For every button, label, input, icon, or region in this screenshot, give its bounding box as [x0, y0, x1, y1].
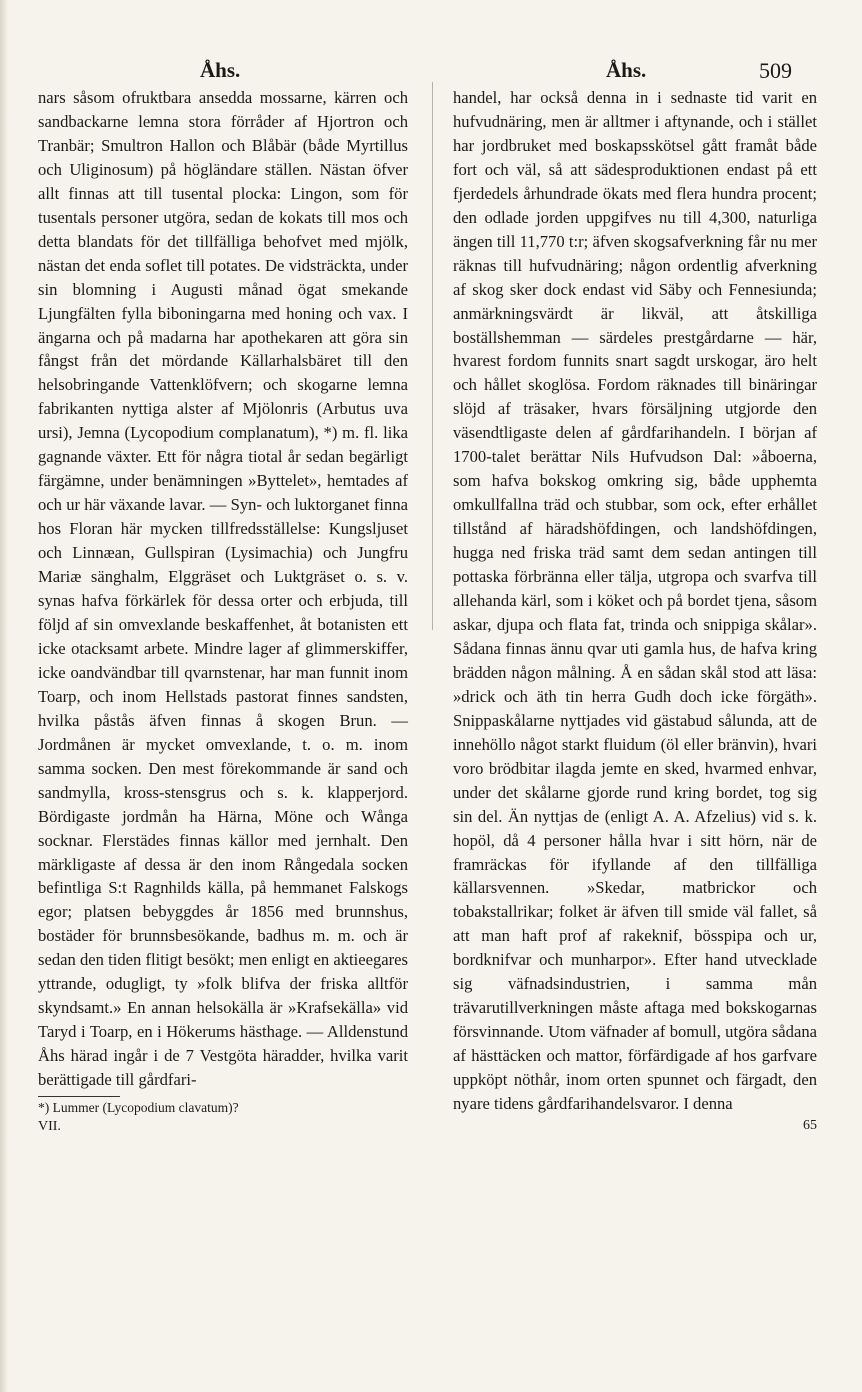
right-column-text: handel, har också denna in i sednaste tid varit en hufvudnäring, men är alltmer i aftynande, och i stället har jordbruket med boskapsskötsel gått framåt både fort och väl, så att sädesproduktionen endast på ett fjerdedels århundrade ökats med flera hundra procent; den odlade jorden uppgifves nu till 4,300, naturliga ängen till 11,770 t:r; äfven skogsafverkning får nu mer räknas till hufvudnäring; någon ordentlig afverkning af skog sker dock endast vid Säby och Fennesiunda; anmärkningsvärdt är likväl, att åtskilliga boställshemman — särdeles prestgårdarne — här, hvarest fordom funnits snart sagdt urskogar, äro helt och hållet skoglösa. Fordom räknades till binäringar slöjd af träsaker, hvars försäljning utgjorde den väsendtligaste delen af gårdfarihandeln. I början af 1700-talet berättar Nils Hufvudson Dal: »åboerna, som hafva bokskog omkring sig, både upphemta omkullfallna träd och stubbar, som ock, efter erhållet tillstånd af häradshöfdingen, och landshöfdingen, hugga ned friska träd samt dem sedan antingen till pottaska förbränna eller tälja, utgropa och svarfva till allehanda kärl, som i köket och på bordet tjena, såsom askar, djupa och flata fat, trinda och snippiga skålar». Sådana finnas ännu qvar uti gamla hus, de hafva kring brädden någon målning. Å en sådan skål stod att läsa: »drick och äth tin herra Gudh doch icke förgäth». Snippaskålarne nyttjades vid gästabud sålunda, att de innehöllo något starkt fluidum (öl eller bränvin), hvari voro brödbitar ilagda jemte en sked, hvarmed enhvar, under det skålarne gjorde rund kring bordet, tog sig sin del. Än nyttjas de (enligt A. A. Afzelius) vid s. k. hopöl, då 4 personer hålla hvar i sitt hörn, när de framräckas för ifyllande af den tillfälliga källarsvennen. »Skedar, matbrickor och tobakstallrikar; folket är äfven till smide väl fallet, så att man haft prof af rakeknif, bösspipa och ur, bordknifvar och munharpor». Efter hand utvecklade sig väfnadsindustrien, i samma mån trävarutillverkningen måste aftaga med bokskogarnas försvinnande. Utom väfnader af bomull, utgöra sådana af hästtäcken och mattor, förfärdigade af hos garfvare uppköpt nöthår, inom orten spunnet och färgadt, den nyare tidens gårdfarihandelsvaror. I denna	[453, 88, 817, 1114]
page-binding-shadow	[0, 0, 8, 1392]
running-header	[0, 58, 862, 88]
footnote: *) Lummer (Lycopodium clavatum)?	[38, 1100, 239, 1116]
signature-mark-right: 65	[803, 1117, 817, 1133]
header-left-title: Åhs.	[200, 58, 241, 82]
header-center-title: Åhs.	[606, 58, 647, 82]
footnote-rule	[38, 1096, 120, 1097]
column-divider	[432, 82, 433, 630]
page-number: 509	[759, 58, 792, 83]
right-column	[453, 86, 817, 1136]
left-column	[38, 86, 408, 1137]
left-column-text: nars såsom ofruktbara ansedda mossarne, kärren och sandbackarne lemna stora förråder af Hjortron och Tranbär; Smultron Hallon och Blåbär (både Myrtillus och Uliginosum) på högländare ställen. Nästan öfver allt finnas att till tusental plocka: Lingon, som för tusentals personer utgöra, sedan de kokats till mos och detta blandats för det tillfälliga behofvet med mjölk, nästan det enda soflet till potates. De vidsträckta, under sin blomning i Augusti månad ögat smekande Ljungfälten fylla biboningarna med honing och vax. I ängarna och på madarna har apothekaren att göra sin fångst från det mördande Källarhalsbäret till den helsobringande Vattenklöfvern; och skogarne lemna fabrikanten nyttiga alster af Mjölonris (Arbutus uva ursi), Jemna (Lycopodium complanatum), *) m. fl. lika gagnande växter. Ett för några tiotal år sedan begärligt färgämne, under benämningen »Byttelet», hemtades af och ur här växande lavar. — Syn- och luktorganet finna hos Floran här mycken tillfredsställelse: Kungsljuset och Linnæan, Gullspiran (Lysimachia) och Jungfru Mariæ sänghalm, Elggräset och Luktgräset o. s. v. synas hafva förkärlek för dessa orter och erbjuda, till följd af sin omvexlande beskaffenhet, åt botanisten ett icke otacksamt arbete. Mindre lager af glimmerskiffer, icke oandvändbar till qvarnstenar, har man funnit inom Toarp, och inom Hellstads pastorat finnes sandsten, hvilka påstås äfven finnas å skogen Brun. — Jordmånen är mycket omvexlande, t. o. m. inom samma socken. Den mest förekommande är sand och sandmylla, kross-stensgrus och s. k. klapperjord. Bördigaste jordmån ha Härna, Möne och Wånga socknar. Flerstädes finnas källor med jernhalt. Den märkligaste af dessa är den inom Rångedala socken befintliga S:t Ragnhilds källa, på hemmanet Falskogs egor; platsen bebyggdes år 1856 med brunnshus, bostäder för brunnsbesökande, badhus m. m. och är sedan den tiden flitigt besökt; men enligt en aktieegares yttrande, odugligt, ty »folk blifva der friska alltför skyndsamt.» En annan helsokälla är »Krafsekälla» vid Taryd i Toarp, en i Hökerums hästhage. — Alldenstund Åhs härad ingår i de 7 Vestgöta häradder, hvilka varit berättigade till gårdfari-	[38, 88, 408, 1090]
signature-mark-left: VII.	[38, 1119, 61, 1135]
